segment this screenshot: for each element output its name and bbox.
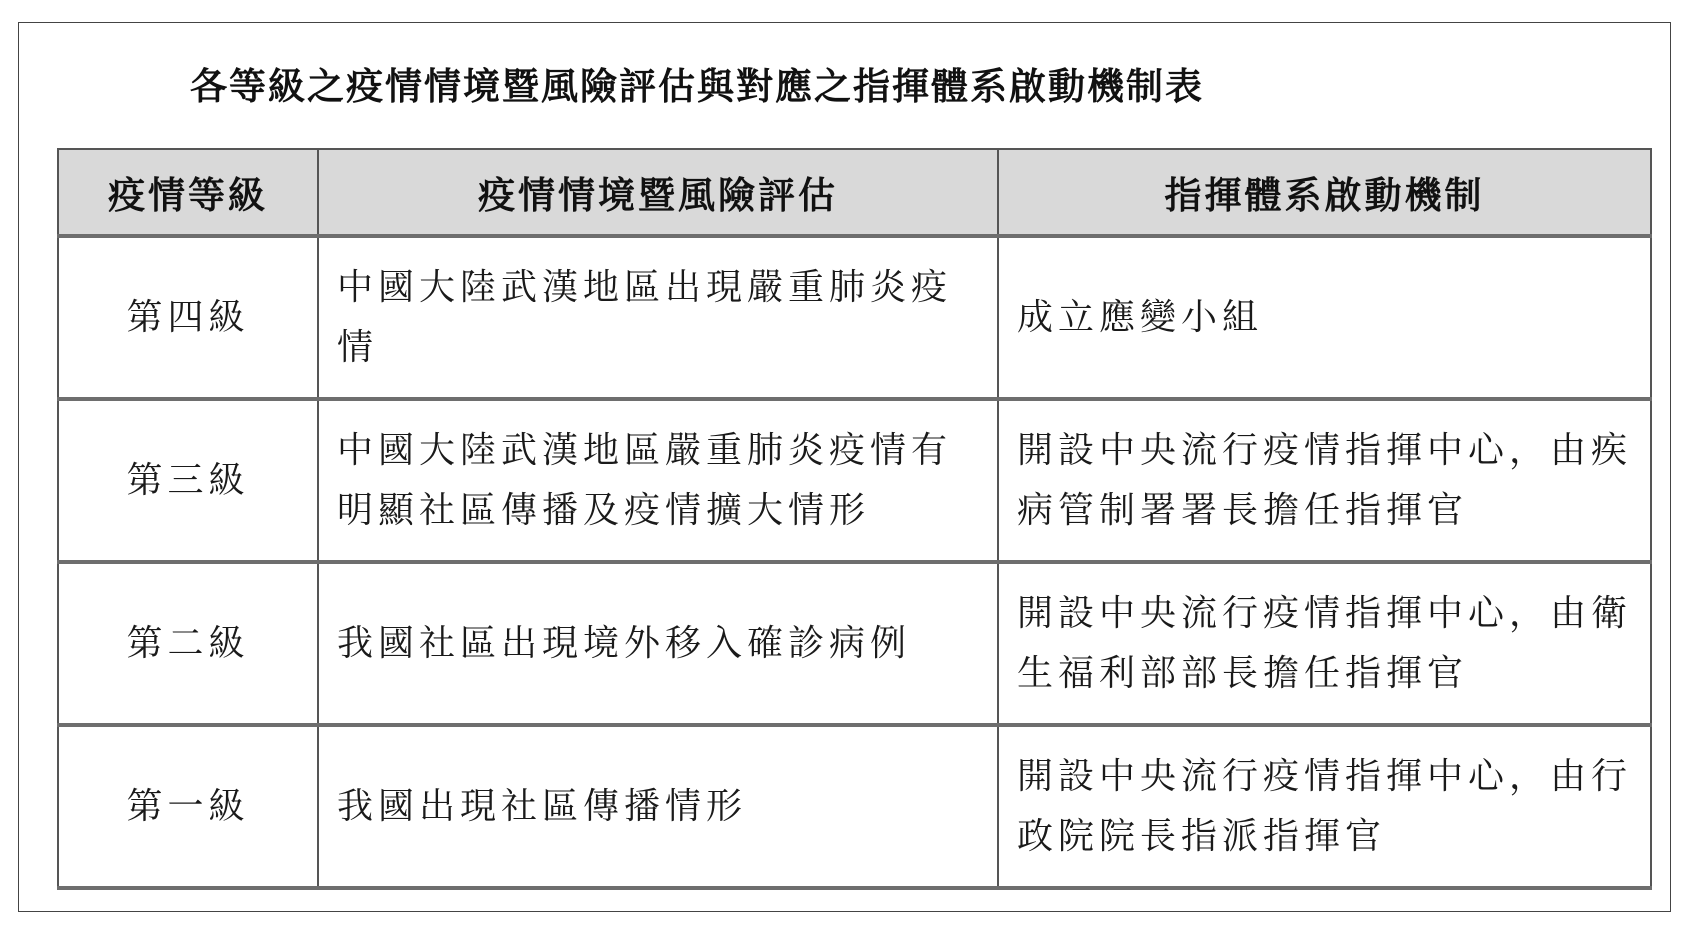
level-cell: 第一級 [58, 725, 318, 888]
table-row [58, 562, 1651, 725]
mechanism-cell: 開設中央流行疫情指揮中心，由行政院院長指派指揮官 [998, 725, 1651, 888]
table-row [58, 236, 1651, 399]
level-cell: 第四級 [58, 236, 318, 399]
table-header-row [58, 149, 1651, 236]
mechanism-cell: 開設中央流行疫情指揮中心，由衛生福利部部長擔任指揮官 [998, 562, 1651, 725]
assessment-cell: 中國大陸武漢地區嚴重肺炎疫情有明顯社區傳播及疫情擴大情形 [318, 399, 998, 562]
header-mechanism: 指揮體系啟動機制 [998, 149, 1651, 236]
level-cell: 第二級 [58, 562, 318, 725]
assessment-cell: 我國出現社區傳播情形 [318, 725, 998, 888]
table-row [58, 725, 1651, 888]
assessment-cell: 中國大陸武漢地區出現嚴重肺炎疫情 [318, 236, 998, 399]
assessment-cell: 我國社區出現境外移入確診病例 [318, 562, 998, 725]
header-assessment: 疫情情境暨風險評估 [318, 149, 998, 236]
header-level: 疫情等級 [58, 149, 318, 236]
table-row [58, 399, 1651, 562]
table-title: 各等級之疫情情境暨風險評估與對應之指揮體系啟動機制表 [190, 65, 1204, 108]
level-cell: 第三級 [58, 399, 318, 562]
mechanism-cell: 成立應變小組 [998, 236, 1651, 399]
mechanism-cell: 開設中央流行疫情指揮中心，由疾病管制署署長擔任指揮官 [998, 399, 1651, 562]
alert-level-table [57, 148, 1652, 890]
